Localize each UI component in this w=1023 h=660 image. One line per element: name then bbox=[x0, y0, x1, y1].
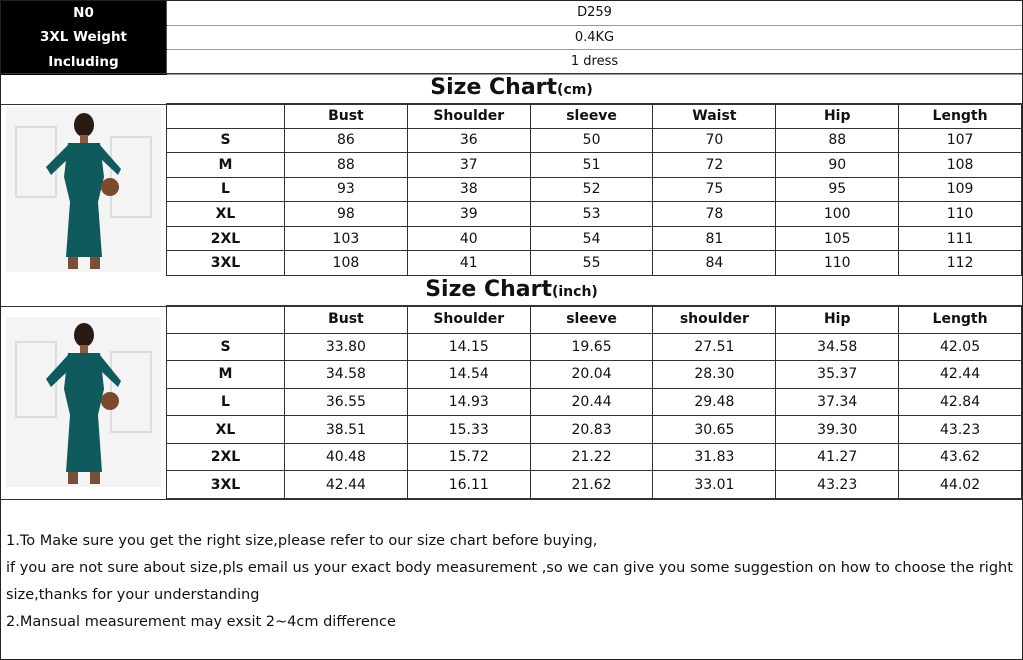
cm-title-text: Size Chart bbox=[430, 75, 558, 100]
info-value: 0.4KG bbox=[167, 25, 1023, 50]
table-cell: 108 bbox=[285, 251, 408, 276]
size-label: 3XL bbox=[167, 471, 285, 499]
table-cell: 81 bbox=[653, 226, 776, 251]
table-cell: 34.58 bbox=[285, 361, 408, 389]
table-row bbox=[167, 333, 1022, 361]
table-row bbox=[167, 128, 1022, 153]
column-header bbox=[167, 104, 285, 129]
table-cell: 54 bbox=[530, 226, 653, 251]
table-cell: 14.15 bbox=[407, 333, 530, 361]
table-cell: 40 bbox=[407, 226, 530, 251]
size-label: L bbox=[167, 388, 285, 416]
table-cell: 78 bbox=[653, 202, 776, 227]
table-cell: 37 bbox=[407, 153, 530, 178]
table-cell: 72 bbox=[653, 153, 776, 178]
table-cell: 43.23 bbox=[776, 471, 899, 499]
table-cell: 39.30 bbox=[776, 416, 899, 444]
info-value: D259 bbox=[167, 1, 1023, 25]
info-key: N0 bbox=[1, 1, 167, 25]
table-cell: 33.80 bbox=[285, 333, 408, 361]
column-header: Hip bbox=[776, 104, 899, 129]
table-cell: 37.34 bbox=[776, 388, 899, 416]
size-label: 2XL bbox=[167, 226, 285, 251]
column-header bbox=[167, 306, 285, 334]
table-row bbox=[167, 226, 1022, 251]
table-cell: 41 bbox=[407, 251, 530, 276]
table-cell: 21.22 bbox=[530, 443, 653, 471]
table-cell: 41.27 bbox=[776, 443, 899, 471]
table-cell: 98 bbox=[285, 202, 408, 227]
column-header: Shoulder bbox=[407, 104, 530, 129]
size-label: M bbox=[167, 153, 285, 178]
table-row bbox=[167, 251, 1022, 276]
table-cell: 95 bbox=[776, 177, 899, 202]
table-cell: 36.55 bbox=[285, 388, 408, 416]
table-cell: 84 bbox=[653, 251, 776, 276]
info-row bbox=[1, 50, 1022, 75]
info-row bbox=[1, 25, 1022, 50]
note-line: if you are not sure about size,pls email us your exact body measurement ,so we can give you some suggestion on how to choose the right size,thanks for your understanding bbox=[6, 560, 1013, 603]
column-header: shoulder bbox=[653, 306, 776, 334]
table-cell: 53 bbox=[530, 202, 653, 227]
note-line: 2.Mansual measurement may exsit 2~4cm difference bbox=[6, 614, 396, 630]
table-cell: 38.51 bbox=[285, 416, 408, 444]
table-cell: 39 bbox=[407, 202, 530, 227]
column-header: Hip bbox=[776, 306, 899, 334]
table-cell: 29.48 bbox=[653, 388, 776, 416]
table-row bbox=[167, 416, 1022, 444]
table-cell: 42.44 bbox=[285, 471, 408, 499]
table-row bbox=[167, 361, 1022, 389]
table-cell: 111 bbox=[899, 226, 1022, 251]
table-cell: 108 bbox=[899, 153, 1022, 178]
size-label: S bbox=[167, 128, 285, 153]
table-cell: 110 bbox=[899, 202, 1022, 227]
table-cell: 110 bbox=[776, 251, 899, 276]
notes-divider bbox=[1, 499, 1022, 500]
table-cell: 36 bbox=[407, 128, 530, 153]
table-cell: 34.58 bbox=[776, 333, 899, 361]
table-row bbox=[167, 153, 1022, 178]
table-cell: 50 bbox=[530, 128, 653, 153]
table-cell: 43.23 bbox=[899, 416, 1022, 444]
size-label: 2XL bbox=[167, 443, 285, 471]
table-row bbox=[167, 202, 1022, 227]
column-header: Bust bbox=[285, 306, 408, 334]
table-cell: 43.62 bbox=[899, 443, 1022, 471]
info-row bbox=[1, 1, 1022, 25]
size-label: M bbox=[167, 361, 285, 389]
column-header: Length bbox=[899, 104, 1022, 129]
table-cell: 51 bbox=[530, 153, 653, 178]
column-header: Length bbox=[899, 306, 1022, 334]
column-header: sleeve bbox=[530, 306, 653, 334]
table-cell: 33.01 bbox=[653, 471, 776, 499]
table-cell: 55 bbox=[530, 251, 653, 276]
notes-section bbox=[6, 528, 1016, 636]
table-cell: 27.51 bbox=[653, 333, 776, 361]
table-cell: 70 bbox=[653, 128, 776, 153]
table-cell: 109 bbox=[899, 177, 1022, 202]
table-cell: 88 bbox=[776, 128, 899, 153]
table-cell: 21.62 bbox=[530, 471, 653, 499]
table-cell: 112 bbox=[899, 251, 1022, 276]
table-cell: 14.93 bbox=[407, 388, 530, 416]
table-cell: 28.30 bbox=[653, 361, 776, 389]
inch-title-text: Size Chart bbox=[425, 277, 552, 302]
size-label: L bbox=[167, 177, 285, 202]
column-header: sleeve bbox=[530, 104, 653, 129]
table-row bbox=[167, 443, 1022, 471]
table-cell: 31.83 bbox=[653, 443, 776, 471]
column-header: Waist bbox=[653, 104, 776, 129]
table-cell: 44.02 bbox=[899, 471, 1022, 499]
table-cell: 103 bbox=[285, 226, 408, 251]
table-cell: 42.44 bbox=[899, 361, 1022, 389]
table-cell: 20.04 bbox=[530, 361, 653, 389]
table-cell: 105 bbox=[776, 226, 899, 251]
table-cell: 100 bbox=[776, 202, 899, 227]
info-key: Including bbox=[1, 50, 167, 75]
table-cell: 42.84 bbox=[899, 388, 1022, 416]
header-row bbox=[167, 104, 1022, 129]
table-cell: 52 bbox=[530, 177, 653, 202]
dress-photo-cm bbox=[1, 103, 167, 276]
size-label: 3XL bbox=[167, 251, 285, 276]
table-cell: 90 bbox=[776, 153, 899, 178]
table-cell: 86 bbox=[285, 128, 408, 153]
dress-model-image bbox=[6, 107, 161, 272]
table-cell: 75 bbox=[653, 177, 776, 202]
table-cell: 16.11 bbox=[407, 471, 530, 499]
inch-size-table bbox=[166, 305, 1022, 499]
cm-unit: (cm) bbox=[557, 82, 593, 98]
table-cell: 19.65 bbox=[530, 333, 653, 361]
table-cell: 30.65 bbox=[653, 416, 776, 444]
table-cell: 20.83 bbox=[530, 416, 653, 444]
dress-photo-inch bbox=[1, 305, 167, 499]
table-cell: 35.37 bbox=[776, 361, 899, 389]
table-cell: 88 bbox=[285, 153, 408, 178]
inch-unit: (inch) bbox=[551, 284, 598, 300]
dress-model-image bbox=[6, 317, 161, 487]
table-cell: 14.54 bbox=[407, 361, 530, 389]
table-cell: 15.33 bbox=[407, 416, 530, 444]
info-key: 3XL Weight bbox=[1, 25, 167, 50]
cm-size-table bbox=[166, 103, 1022, 276]
table-cell: 40.48 bbox=[285, 443, 408, 471]
info-value: 1 dress bbox=[167, 50, 1023, 75]
table-cell: 42.05 bbox=[899, 333, 1022, 361]
table-row bbox=[167, 388, 1022, 416]
note-line: 1.To Make sure you get the right size,please refer to our size chart before buying, bbox=[6, 533, 598, 549]
cm-chart-title bbox=[1, 73, 1022, 105]
inch-chart-title bbox=[1, 276, 1022, 307]
table-cell: 20.44 bbox=[530, 388, 653, 416]
product-info-table bbox=[1, 1, 1022, 75]
size-label: XL bbox=[167, 202, 285, 227]
size-label: XL bbox=[167, 416, 285, 444]
table-row bbox=[167, 177, 1022, 202]
table-cell: 107 bbox=[899, 128, 1022, 153]
table-cell: 15.72 bbox=[407, 443, 530, 471]
table-cell: 38 bbox=[407, 177, 530, 202]
table-row bbox=[167, 471, 1022, 499]
size-label: S bbox=[167, 333, 285, 361]
header-row bbox=[167, 306, 1022, 334]
column-header: Shoulder bbox=[407, 306, 530, 334]
table-cell: 93 bbox=[285, 177, 408, 202]
column-header: Bust bbox=[285, 104, 408, 129]
